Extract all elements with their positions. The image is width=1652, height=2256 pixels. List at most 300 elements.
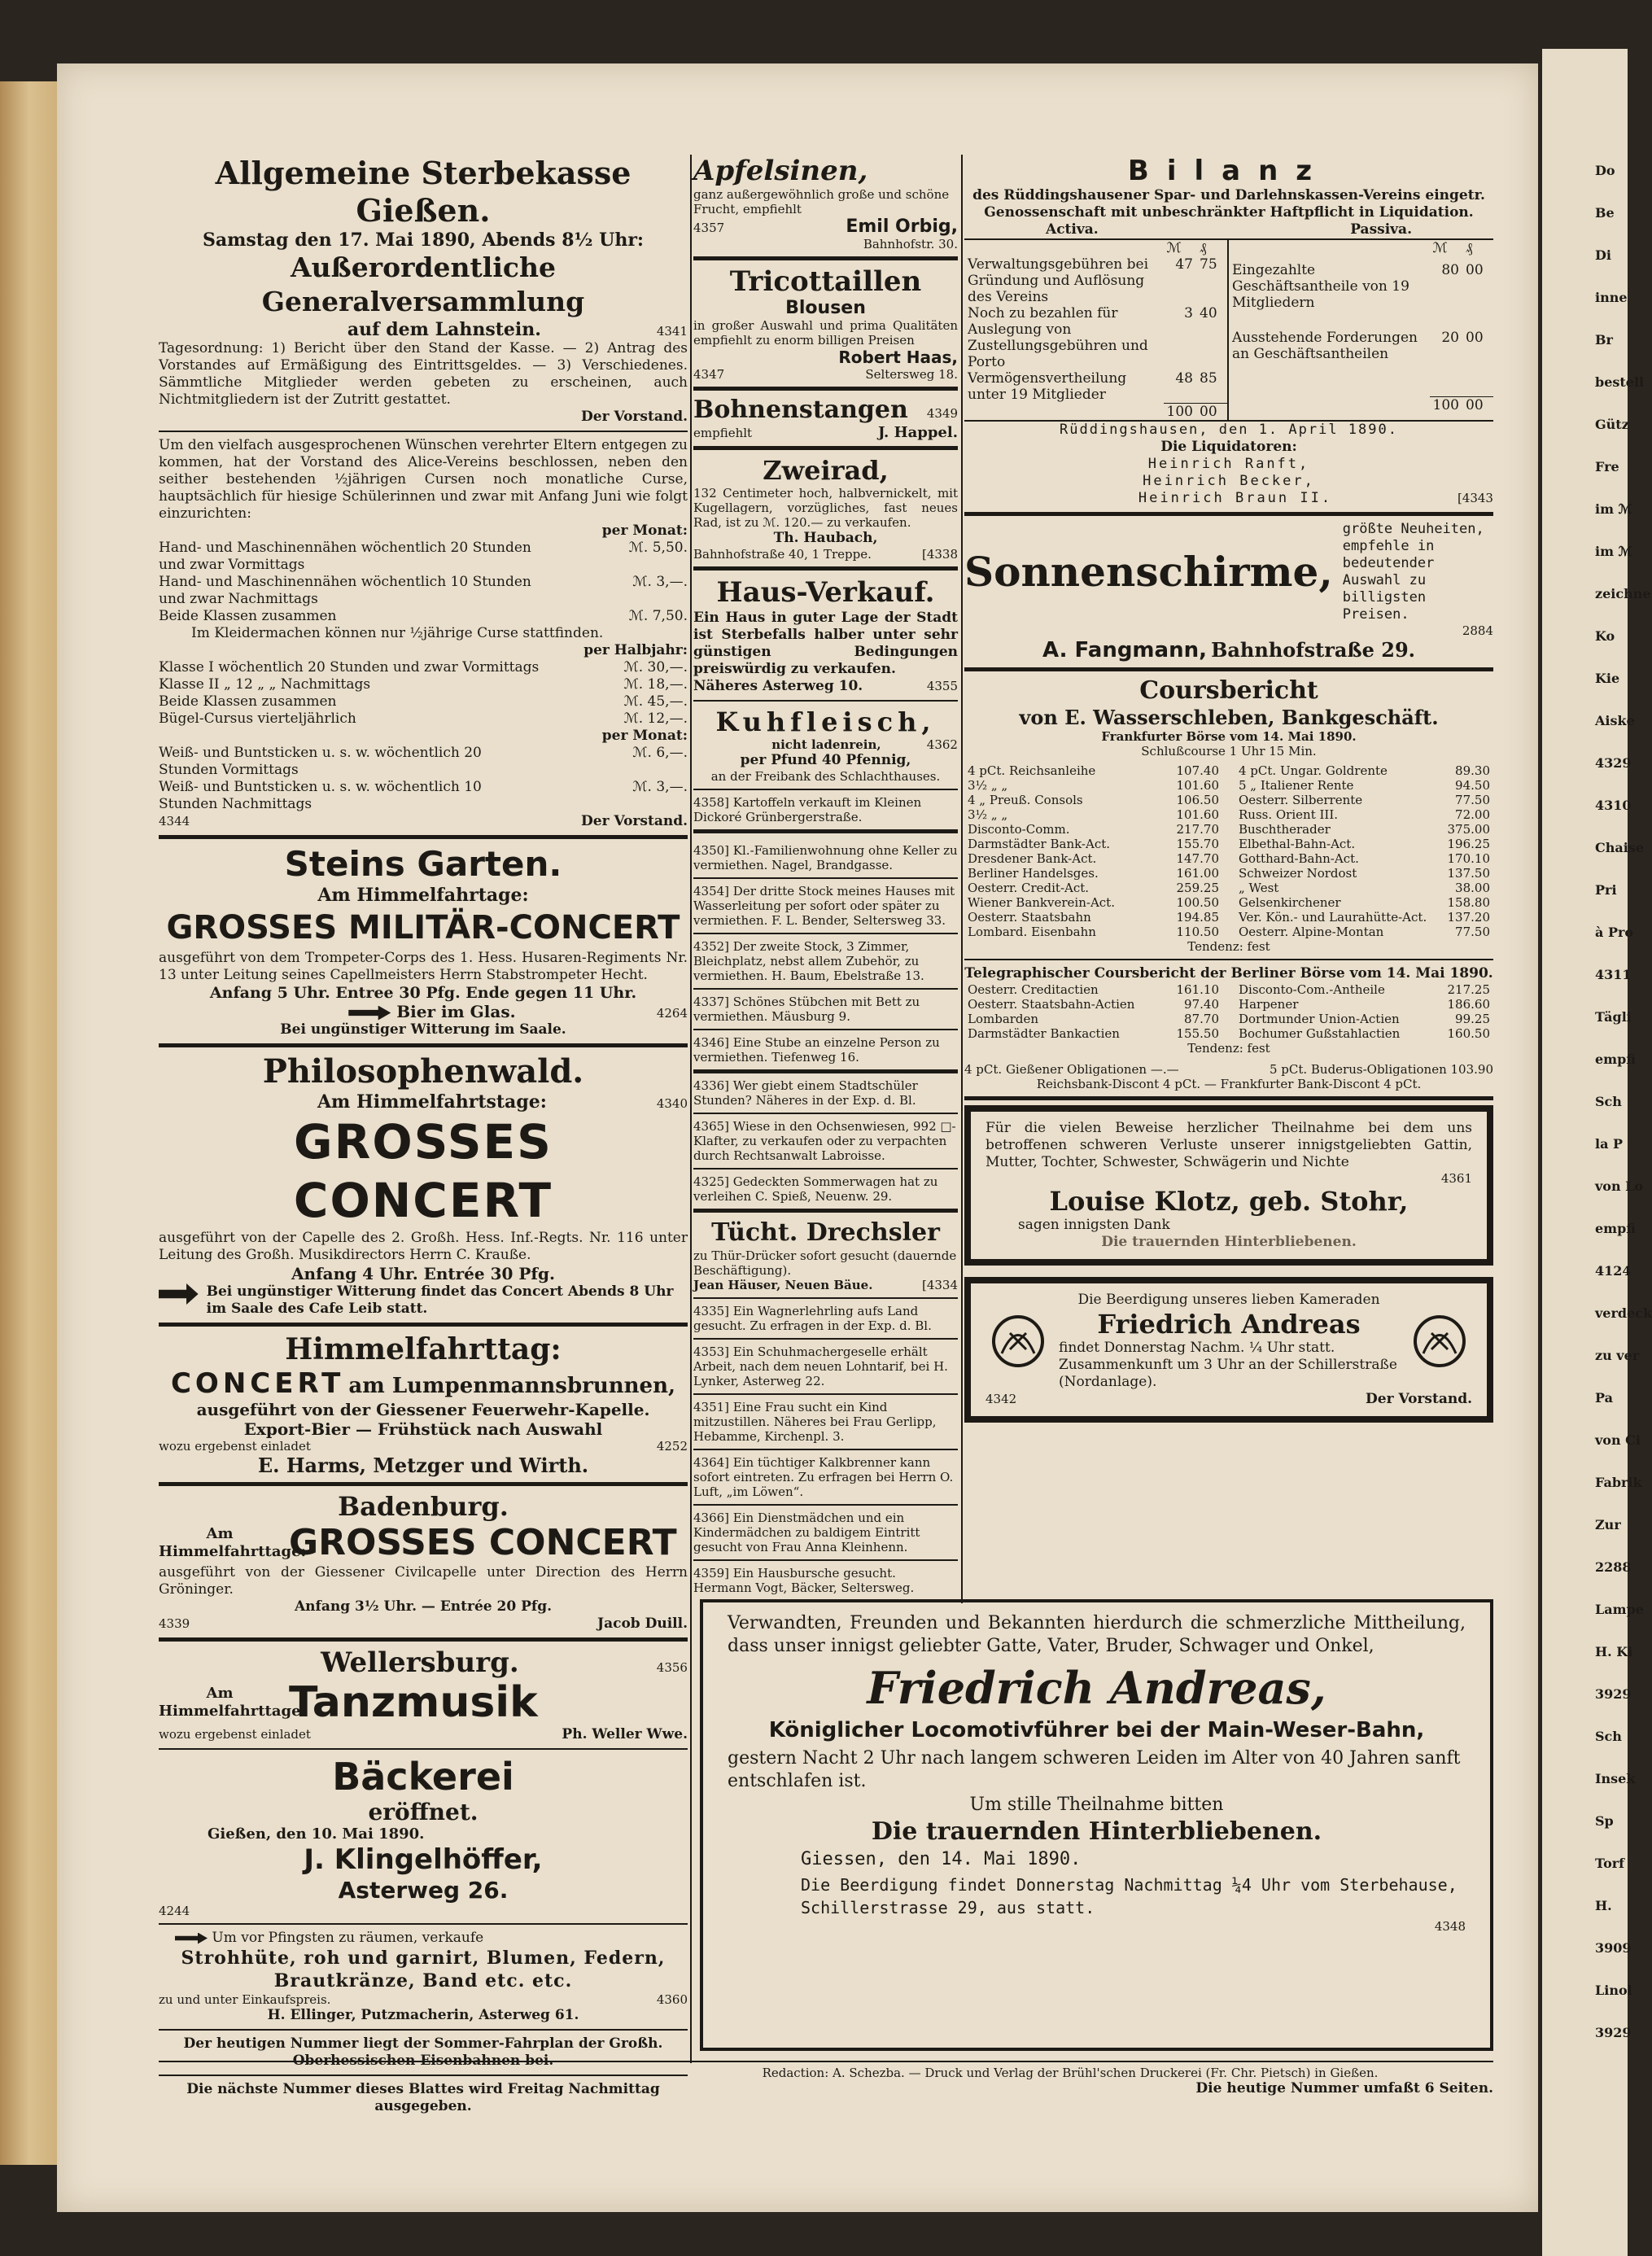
- table-cell: 72.00: [1455, 807, 1490, 822]
- table-cell: 106.50: [1176, 792, 1219, 807]
- wellersburg-number: 4356: [656, 1660, 688, 1675]
- sterbekasse-ad: [159, 155, 688, 426]
- himmel-title: Himmelfahrttag:: [285, 1332, 562, 1366]
- himmelfahrt-ad: [159, 1331, 688, 1477]
- adjacent-page-fragment: Lampe: [1595, 1602, 1644, 1617]
- table-row: Verwaltungsgebühren bei Gründung und Auflösung des Vereins 47 75: [968, 256, 1217, 305]
- dank-name: Louise Klotz, geb. Stohr,: [1049, 1185, 1409, 1217]
- table-row: [1235, 910, 1493, 925]
- table-row: [964, 837, 1222, 851]
- table-cell: Oesterr. Staatsbahn-Actien: [968, 996, 1135, 1012]
- table-cell: 101.60: [1176, 777, 1219, 793]
- footer-seiten: Die heutige Nummer umfaßt 6 Seiten.: [1195, 2080, 1493, 2096]
- adjacent-page-fragment: bestell: [1595, 374, 1645, 390]
- himmel-bier: Export-Bier — Frühstück nach Auswahl: [243, 1419, 603, 1439]
- bilanz-name: Heinrich Becker,: [1143, 472, 1315, 489]
- wreath-monogram-icon: [986, 1309, 1051, 1374]
- bohnen-title: Bohnenstangen: [693, 396, 908, 424]
- alice-item: Hand- und Maschinennähen wöchentlich 20 Stunden und zwar Vormittags ℳ. 5,50.: [159, 540, 688, 573]
- cours-telegraph: Telegraphischer Coursbericht der Berliner Börse vom 14. Mai 1890.: [964, 964, 1493, 982]
- sonnenschirme-ad: [964, 521, 1493, 662]
- bilanz-passiva-table: ℳ ₰ Eingezahlte Geschäftsantheile von 19 Mitgliedern 80 00 Ausstehende Forderungen an Geschäftsantheilen 20 00 100 00: [1229, 240, 1493, 420]
- small-ad: 4359] Ein Hausbursche gesucht. Hermann Vogt, Bäcker, Seltersweg.: [693, 1566, 915, 1595]
- table-cell: 161.10: [1176, 982, 1219, 997]
- table-row: [1235, 1026, 1493, 1041]
- page-footer: [159, 2061, 1493, 2097]
- adjacent-page-fragment: Pa: [1595, 1390, 1613, 1406]
- haus-number: 4355: [926, 679, 958, 693]
- philo-sub: Am Himmelfahrtstage:: [317, 1091, 547, 1113]
- table-row: [964, 807, 1222, 822]
- table-cell: 3½ „ „: [968, 777, 1008, 793]
- badenburg-headline: GROSSES CONCERT: [289, 1522, 677, 1563]
- table-cell: 147.70: [1176, 850, 1219, 866]
- baeckerei-addr: Asterweg 26.: [338, 1877, 509, 1904]
- adjacent-page-fragment: H.: [1595, 1898, 1612, 1913]
- bohnen-number: 4349: [926, 406, 958, 421]
- adjacent-page-fragment: Chaise: [1595, 840, 1644, 855]
- trauer-name: Friedrich Andreas,: [867, 1662, 1326, 1714]
- wellersburg-ad: [159, 1646, 688, 1743]
- cours-schluss: Schlußcourse 1 Uhr 15 Min.: [1141, 743, 1317, 759]
- steins-title: Steins Garten.: [284, 844, 562, 884]
- table-cell: 137.20: [1447, 909, 1490, 925]
- himmel-headline-2: am Lumpenmannsbrunnen,: [348, 1374, 676, 1398]
- table-cell: Lombarden: [968, 1011, 1039, 1026]
- table-cell: Oesterr. Staatsbahn: [968, 909, 1091, 925]
- table-cell: Darmstädter Bank-Act.: [968, 836, 1111, 851]
- steins-times: Anfang 5 Uhr. Entree 30 Pfg. Ende gegen 11 Uhr.: [209, 984, 637, 1002]
- table-cell: Oesterr. Silberrente: [1239, 792, 1363, 807]
- tricot-name: Robert Haas,: [838, 348, 958, 367]
- fahrplan-notice: Der heutigen Nummer liegt der Sommer-Fahrplan der Großh. Oberhessischen Eisenbahnen bei.: [183, 2035, 663, 2069]
- ellinger-ad: [159, 1930, 688, 2024]
- alice-item: Bügel-Cursus vierteljährlich ℳ. 12,—.: [159, 710, 688, 727]
- zweirad-addr: Bahnhofstraße 40, 1 Treppe.: [693, 547, 872, 562]
- table-row: [964, 1012, 1222, 1026]
- table-cell: 94.50: [1455, 777, 1490, 793]
- small-ad: 4350] Kl.-Familienwohnung ohne Keller zu vermiethen. Nagel, Brandgasse.: [693, 843, 958, 872]
- sonnen-name: A. Fangmann,: [1042, 637, 1207, 662]
- trauer-place: Giessen, den 14. Mai 1890.: [801, 1849, 1082, 1869]
- table-row: [964, 997, 1222, 1012]
- adjacent-page-fragment: H. Ki: [1595, 1644, 1633, 1659]
- table-row: [964, 881, 1222, 895]
- adjacent-page-fragment: 3929: [1595, 1686, 1632, 1702]
- ellinger-signature: H. Ellinger, Putzmacherin, Asterweg 61.: [267, 2007, 579, 2023]
- table-row: [964, 925, 1222, 939]
- andreas-beerdigung-ad: [964, 1277, 1493, 1423]
- baeckerei-sub: eröffnet.: [368, 1799, 479, 1825]
- small-ad: 4353] Ein Schuhmachergeselle erhält Arbeit, nach dem neuen Lohntarif, bei H. Lynker, Asterweg 22.: [693, 1344, 948, 1388]
- adjacent-page-fragment: 3909: [1595, 1940, 1632, 1956]
- table-cell: Elbethal-Bahn-Act.: [1239, 836, 1356, 851]
- badenburg-number: 4339: [159, 1616, 190, 1631]
- table-cell: 87.70: [1184, 1011, 1219, 1026]
- small-ad: 4354] Der dritte Stock meines Hauses mit Wasserleitung per sofort oder später zu vermiethen. F. L. Bender, Seltersweg 33.: [693, 884, 955, 928]
- pointing-hand-icon: [159, 1283, 199, 1305]
- trauer-intro: Verwandten, Freunden und Bekannten hierdurch die schmerzliche Mittheilung, dass unser innigst geliebter Gatte, Vater, Bruder, Schwager und Onkel,: [728, 1613, 1466, 1656]
- apfelsinen-ad: [693, 155, 958, 251]
- bohnenstangen-ad: [693, 396, 958, 441]
- adjacent-page-fragment: zu ver: [1595, 1348, 1640, 1363]
- bilanz-sub: des Rüddingshausener Spar- und Darlehnskassen-Vereins eingetr. Genossenschaft mit unbeschränkter Haftpflicht in Liquidation.: [972, 187, 1485, 221]
- sterbekasse-event: Außerordentliche Generalversammlung: [261, 251, 585, 317]
- sonnen-number: 2884: [1462, 623, 1493, 638]
- cours-boerse: Frankfurter Börse vom 14. Mai 1890.: [1101, 728, 1357, 744]
- table-cell: Oesterr. Credit-Act.: [968, 880, 1090, 895]
- table-cell: Dresdener Bank-Act.: [968, 850, 1097, 866]
- steins-body: ausgeführt von dem Trompeter-Corps des 1. Hess. Husaren-Regiments Nr. 13 unter Leitung seines Capellmeisters Herrn Stabstrompeter Hecht.: [159, 950, 688, 983]
- bilanz-passiva: Passiva.: [1350, 221, 1412, 238]
- table-row: [1235, 793, 1493, 807]
- table-row: [964, 793, 1222, 807]
- adjacent-page-fragment: von Lo: [1595, 1178, 1644, 1194]
- adjacent-page-fragment: Sp: [1595, 1813, 1614, 1829]
- cours-title: Coursbericht: [1139, 675, 1318, 705]
- table-cell: 170.10: [1447, 850, 1490, 866]
- table-row: 100 00: [1229, 396, 1493, 419]
- adjacent-page-fragment: Tägli: [1595, 1009, 1632, 1025]
- table-cell: 161.00: [1176, 865, 1219, 881]
- bilanz-title: Bilanz: [1127, 155, 1331, 187]
- bilanz-number: [4343: [1457, 490, 1493, 505]
- alice-item: Hand- und Maschinennähen wöchentlich 10 Stunden und zwar Nachmittags ℳ. 3,—.: [159, 574, 688, 607]
- bilanz-place: Rüddingshausen, den 1. April 1890.: [1060, 421, 1398, 438]
- adjacent-page-fragment: Zur: [1595, 1517, 1621, 1532]
- baeckerei-place: Gießen, den 10. Mai 1890.: [208, 1825, 425, 1843]
- table-cell: 196.25: [1447, 836, 1490, 851]
- ellinger-price: zu und unter Einkaufspreis.: [159, 1992, 331, 2007]
- table-cell: 155.70: [1176, 836, 1219, 851]
- zweirad-number: [4338: [921, 547, 958, 562]
- table-cell: 217.70: [1176, 821, 1219, 837]
- haus-verkauf-ad: [693, 575, 958, 695]
- table-row: 100 00: [964, 403, 1228, 420]
- wellersburg-signature: Ph. Weller Wwe.: [562, 1726, 688, 1742]
- kuh-sub: nicht ladenrein,: [771, 737, 881, 752]
- wellersburg-headline: Tanzmusik: [289, 1678, 538, 1727]
- table-row: [1235, 866, 1493, 881]
- alice-verein-ad: [159, 437, 688, 830]
- adjacent-page-fragment: zeichne: [1595, 586, 1651, 601]
- table-row: [1235, 807, 1493, 822]
- adjacent-page-fragment: Ko: [1595, 628, 1615, 644]
- himmel-signature: E. Harms, Metzger und Wirth.: [257, 1454, 589, 1477]
- tricot-sub: Blousen: [785, 298, 866, 318]
- coursbericht-ad: [964, 676, 1493, 1091]
- cours-left-table: [964, 763, 1222, 939]
- dank-thanks: sagen innigsten Dank: [1018, 1216, 1170, 1233]
- table-cell: 77.50: [1455, 792, 1490, 807]
- table-row: [964, 895, 1222, 910]
- steins-number: 4264: [656, 1006, 688, 1021]
- table-row: [964, 822, 1222, 837]
- table-cell: 4 pCt. Ungar. Goldrente: [1239, 763, 1388, 778]
- small-ad: 4325] Gedeckten Sommerwagen hat zu verleihen C. Spieß, Neuenw. 29.: [693, 1174, 938, 1204]
- baeckerei-ad: [159, 1755, 688, 1918]
- small-ad: 4366] Ein Dienstmädchen und ein Kindermädchen zu baldigem Eintritt gesucht von Frau Anna Kleinhenn.: [693, 1511, 920, 1554]
- himmel-number: 4252: [656, 1439, 688, 1454]
- bilanz-activa-table: ℳ ₰ Verwaltungsgebühren bei Gründung und Auflösung des Vereins 47 75 Noch zu bezahlen für Auslegung von Zustellungsgebühren und Porto 3 40 Vermögensvertheilung unter 19 Mitglieder 48 85 100 00: [964, 240, 1229, 420]
- table-cell: Gotthard-Bahn-Act.: [1239, 850, 1359, 866]
- table-row: [1235, 822, 1493, 837]
- footer-redaction: Redaction: A. Schezba. — Druck und Verlag der Brühl'schen Druckerei (Fr. Chr. Pietsch) in Gießen.: [762, 2066, 1379, 2080]
- table-cell: Darmstädter Bankactien: [968, 1025, 1120, 1041]
- philo-headline: GROSSES CONCERT: [293, 1114, 553, 1228]
- kuhfleisch-ad: [693, 706, 958, 784]
- table-cell: 3½ „ „: [968, 807, 1008, 822]
- trauer-role: Königlicher Locomotivführer bei der Main-Weser-Bahn,: [768, 1718, 1425, 1742]
- adjacent-page-fragment: Fabrik: [1595, 1475, 1642, 1490]
- sterbekasse-date: Samstag den 17. Mai 1890, Abends 8½ Uhr:: [202, 230, 645, 251]
- steins-note: Bei ungünstiger Witterung im Saale.: [280, 1021, 566, 1038]
- cours-tendenz: Tendenz: fest: [1187, 938, 1270, 954]
- table-cell: Schweizer Nordost: [1239, 865, 1357, 881]
- himmel-body: ausgeführt von der Giessener Feuerwehr-Kapelle.: [196, 1400, 650, 1419]
- table-cell: 194.85: [1176, 909, 1219, 925]
- adjacent-page-fragment: Aiske: [1595, 713, 1635, 728]
- badenburg-sub: Himmelfahrttage:: [159, 1543, 307, 1560]
- adjacent-page-fragment: la P: [1595, 1136, 1624, 1152]
- table-cell: Bochumer Gußstahlactien: [1239, 1025, 1401, 1041]
- trauer-bitte: Um stille Theilnahme bitten: [969, 1795, 1224, 1815]
- table-row: [1235, 881, 1493, 895]
- haus-body: Ein Haus in guter Lage der Stadt ist Sterbefalls halber unter sehr günstigen Bedingungen preiswürdig zu verkaufen.: [693, 610, 958, 677]
- adjacent-page-fragment: Sch: [1595, 1094, 1622, 1109]
- adjacent-page-fragment: im ℳ: [1595, 501, 1632, 517]
- table-cell: 99.25: [1455, 1011, 1490, 1026]
- bilanz-ad: [964, 155, 1493, 507]
- table-row: Noch zu bezahlen für Auslegung von Zustellungsgebühren und Porto 3 40: [968, 305, 1217, 370]
- sterbekasse-title: Allgemeine Sterbekasse Gießen.: [215, 155, 632, 229]
- column-2: [693, 155, 958, 1595]
- bohnen-body: empfiehlt: [693, 426, 753, 440]
- adjacent-page-fragment: Kie: [1595, 671, 1620, 686]
- drechsler-ad: [693, 1218, 958, 1292]
- haus-info: Näheres Asterweg 10.: [693, 678, 863, 694]
- table-cell: Lombard. Eisenbahn: [968, 924, 1096, 939]
- adjacent-page-fragment: Br: [1595, 332, 1613, 348]
- dank-body: Für die vielen Beweise herzlicher Theilnahme bei dem uns betroffenen schweren Verluste unserer innigstgeliebten Gattin, Mutter, Tochter, Schwester, Schwägerin und Nichte: [986, 1119, 1472, 1170]
- table-cell: Oesterr. Creditactien: [968, 982, 1099, 997]
- himmel-invite: wozu ergebenst einladet: [159, 1439, 311, 1454]
- table-cell: 375.00: [1447, 821, 1490, 837]
- adjacent-page-fragment: Do: [1595, 163, 1615, 178]
- table-cell: Russ. Orient III.: [1239, 807, 1339, 822]
- table-row: [1235, 997, 1493, 1012]
- himmel-headline: CONCERT: [170, 1367, 345, 1400]
- table-row: [1235, 925, 1493, 939]
- alice-item: Weiß- und Buntsticken u. s. w. wöchentlich 10 Stunden Nachmittags ℳ. 3,—.: [159, 779, 688, 812]
- tricot-body: in großer Auswahl und prima Qualitäten empfiehlt zu enorm billigen Preisen: [693, 318, 958, 348]
- haus-title: Haus-Verkauf.: [716, 576, 935, 609]
- table-cell: 137.50: [1447, 865, 1490, 881]
- table-cell: Berliner Handelsges.: [968, 865, 1099, 881]
- drechsler-name: Jean Häuser, Neuen Bäue.: [693, 1278, 873, 1292]
- adjacent-page-fragment: 4311: [1595, 967, 1632, 982]
- pointing-hand-icon: [175, 1933, 208, 1944]
- trauer-beerdigung: Die Beerdigung findet Donnerstag Nachmittag ¼4 Uhr vom Sterbehause, Schillerstrasse 29, aus statt.: [801, 1875, 1458, 1917]
- badenburg-title: Badenburg.: [338, 1491, 509, 1522]
- cours-sub: von E. Wasserschleben, Bankgeschäft.: [1019, 705, 1439, 729]
- andreas-body: findet Donnerstag Nachm. ¼ Uhr statt. Zusammenkunft um 3 Uhr an der Schillerstraße (Nordanlage).: [1059, 1339, 1397, 1390]
- trauer-number: 4348: [1434, 1919, 1466, 1934]
- table-cell: 158.80: [1447, 894, 1490, 910]
- sonnen-addr: Bahnhofstraße 29.: [1211, 637, 1415, 662]
- adjacent-page-fragment: 2288: [1595, 1559, 1632, 1575]
- bilanz-name: Heinrich Ranft,: [1147, 455, 1310, 472]
- table-row: [964, 851, 1222, 866]
- cours-tele-left: [964, 982, 1222, 1041]
- andreas-number: 4342: [986, 1391, 1017, 1406]
- table-cell: Ver. Kön.- und Laurahütte-Act.: [1239, 909, 1427, 925]
- zweirad-ad: [693, 455, 958, 562]
- adjacent-page-fragment: empfi: [1595, 1221, 1636, 1236]
- badenburg-signature: Jacob Duill.: [597, 1615, 688, 1632]
- trauer-signature: Die trauernden Hinterbliebenen.: [871, 1817, 1322, 1846]
- table-row: Ausstehende Forderungen an Geschäftsantheilen 20 00: [1232, 329, 1484, 362]
- next-issue-notice: Die nächste Nummer dieses Blattes wird Freitag Nachmittag ausgegeben.: [186, 2081, 660, 2114]
- table-cell: Disconto-Comm.: [968, 821, 1070, 837]
- badenburg-ad: [159, 1491, 688, 1633]
- cours-tendenz-2: Tendenz: fest: [1187, 1040, 1270, 1056]
- drechsler-title: Tücht. Drechsler: [711, 1218, 940, 1247]
- alice-item: Klasse II „ 12 „ „ Nachmittags ℳ. 18,—.: [159, 676, 688, 693]
- andreas-signature: Der Vorstand.: [1366, 1390, 1472, 1407]
- table-row: [964, 982, 1222, 997]
- table-cell: 217.25: [1447, 982, 1490, 997]
- tricottaillen-ad: [693, 265, 958, 382]
- table-cell: 5 „ Italiener Rente: [1239, 777, 1354, 793]
- steins-garten-ad: [159, 844, 688, 1038]
- table-row: [964, 866, 1222, 881]
- adjacent-page-fragment: 4310: [1595, 798, 1632, 813]
- bohnen-name: J. Happel.: [877, 424, 958, 441]
- ellinger-items: Strohhüte, roh und garnirt, Blumen, Federn, Brautkränze, Band etc. etc.: [181, 1948, 666, 1991]
- andreas-intro: Die Beerdigung unseres lieben Kameraden: [1077, 1291, 1380, 1308]
- cours-right-table: [1235, 763, 1493, 939]
- kuh-title: Kuhfleisch,: [715, 706, 936, 737]
- table-cell: Dortmunder Union-Actien: [1239, 1011, 1400, 1026]
- apfelsinen-body: ganz außergewöhnlich große und schöne Frucht, empfiehlt: [693, 187, 950, 216]
- small-ad: 4346] Eine Stube an einzelne Person zu vermiethen. Tiefenweg 16.: [693, 1035, 940, 1065]
- zweirad-title: Zweirad,: [763, 455, 889, 486]
- small-ad: 4337] Schönes Stübchen mit Bett zu vermiethen. Mäusburg 9.: [693, 995, 920, 1024]
- table-cell: 38.00: [1455, 880, 1490, 895]
- apfelsinen-addr: Bahnhofstr. 30.: [863, 237, 958, 251]
- tricot-title: Tricottaillen: [729, 265, 922, 298]
- adjacent-page-fragment: Insek: [1595, 1771, 1636, 1786]
- column-rule-2: [961, 155, 963, 1603]
- philo-number: 4340: [656, 1096, 688, 1111]
- alice-signature: Der Vorstand.: [581, 813, 688, 829]
- ellinger-number: 4360: [656, 1992, 688, 2007]
- table-row: [964, 778, 1222, 793]
- small-ad: 4335] Ein Wagnerlehrling aufs Land gesucht. Zu erfragen in der Exp. d. Bl.: [693, 1304, 932, 1333]
- table-row: [964, 1026, 1222, 1041]
- wreath-monogram-icon: [1407, 1309, 1472, 1374]
- small-ad: 4336] Wer giebt einem Stadtschüler Stunden? Näheres in der Exp. d. Bl.: [693, 1078, 918, 1108]
- adjacent-page-fragment: Torf: [1595, 1856, 1625, 1871]
- philo-title: Philosophenwald.: [262, 1052, 584, 1091]
- table-cell: 186.60: [1447, 996, 1490, 1012]
- steins-sub: Am Himmelfahrtage:: [317, 885, 529, 906]
- kuh-body-2: an der Freibank des Schlachthauses.: [710, 769, 941, 784]
- adjacent-page-fragment: inne: [1595, 290, 1628, 305]
- table-cell: 100.50: [1176, 894, 1219, 910]
- sterbekasse-number: 4341: [656, 324, 688, 339]
- table-cell: 77.50: [1455, 924, 1490, 939]
- table-row: [1235, 837, 1493, 851]
- drechsler-body: zu Thür-Drücker sofort gesucht (dauernde Beschäftigung).: [693, 1248, 957, 1278]
- adjacent-page-fragment: à Pro: [1595, 925, 1634, 940]
- wellersburg-invite: wozu ergebenst einladet: [159, 1727, 311, 1742]
- alice-intro: Um den vielfach ausgesprochenen Wünschen verehrter Eltern entgegen zu kommen, hat der Vorstand des Alice-Vereins beschlossen, neben den seither bestehenden ½jährigen Cursen noch monatliche Curse, hauptsächlich für hiesige Schülerinnen und zwar mit Anfang Juni wie folgt einzurichten:: [159, 437, 688, 522]
- adjacent-page-fragment: im ℳ: [1595, 544, 1632, 559]
- alice-kleider: Im Kleidermachen können nur ½jährige Curse stattfinden.: [191, 625, 604, 641]
- danksagung-ad: [964, 1105, 1493, 1266]
- cours-discont: Reichsbank-Discont 4 pCt. — Frankfurter Bank-Discont 4 pCt.: [1036, 1076, 1422, 1091]
- wellersburg-am: Am: [206, 1685, 234, 1702]
- ellinger-intro: Um vor Pfingsten zu räumen, verkaufe: [212, 1930, 484, 1946]
- dank-signature: Die trauernden Hinterbliebenen.: [1101, 1233, 1357, 1250]
- baeckerei-title: Bäckerei: [332, 1755, 514, 1799]
- table-row: [1235, 851, 1493, 866]
- andreas-name: Friedrich Andreas: [1097, 1308, 1361, 1340]
- table-row: [1235, 1012, 1493, 1026]
- kartoffeln-ad: 4358] Kartoffeln verkauft im Kleinen Dickoré Grünbergerstraße.: [693, 795, 922, 824]
- table-row: [1235, 982, 1493, 997]
- zweirad-body: 132 Centimeter hoch, halbvernickelt, mit Kugellagern, vorzügliches, fast neues Rad, ist zu ℳ. 120.— zu verkaufen.: [693, 486, 958, 530]
- baeckerei-number: 4244: [159, 1904, 190, 1918]
- table-cell: 89.30: [1455, 763, 1490, 778]
- bilanz-aktiva: Activa.: [1046, 221, 1099, 238]
- table-cell: 97.40: [1184, 996, 1219, 1012]
- philo-note: Bei ungünstiger Witterung findet das Concert Abends 8 Uhr im Saale des Cafe Leib statt.: [206, 1283, 674, 1317]
- philosophenwald-ad: [159, 1052, 688, 1318]
- sterbekasse-signature: Der Vorstand.: [581, 409, 688, 425]
- apfelsinen-title: Apfelsinen,: [693, 155, 868, 187]
- alice-per-monat: per Monat:: [601, 522, 688, 539]
- sterbekasse-place: auf dem Lahnstein.: [347, 319, 541, 340]
- adjacent-page-fragment: von Ci: [1595, 1432, 1641, 1448]
- traueranzeige-box: [700, 1599, 1493, 2051]
- table-cell: Oesterr. Alpine-Montan: [1239, 924, 1384, 939]
- alice-item: Weiß- und Buntsticken u. s. w. wöchentlich 20 Stunden Vormittags ℳ. 6,—.: [159, 745, 688, 778]
- alice-per-halbjahr: per Halbjahr:: [583, 642, 688, 658]
- table-row: [1235, 895, 1493, 910]
- zweirad-name: Th. Haubach,: [773, 530, 878, 546]
- adjacent-page-fragment: Be: [1595, 205, 1615, 221]
- philo-times: Anfang 4 Uhr. Entrée 30 Pfg.: [291, 1264, 555, 1283]
- adjacent-page-fragment: Linol: [1595, 1983, 1632, 1998]
- column-3: [964, 155, 1493, 1423]
- badenburg-am: Am: [206, 1525, 234, 1542]
- table-row: [964, 763, 1222, 778]
- adjacent-page-fragment: 4124: [1595, 1263, 1632, 1279]
- adjacent-page-fragment: Di: [1595, 247, 1611, 263]
- small-ad: 4351] Eine Frau sucht ein Kind mitzustillen. Näheres bei Frau Gerlipp, Hebamme, Kirchenpl. 3.: [693, 1400, 937, 1444]
- table-cell: Disconto-Com.-Antheile: [1239, 982, 1385, 997]
- philo-body: ausgeführt von der Capelle des 2. Großh. Hess. Inf.-Regts. Nr. 116 unter Leitung des Großh. Musikdirectors Herrn C. Krauße.: [159, 1230, 688, 1263]
- table-cell: 155.50: [1176, 1025, 1219, 1041]
- sterbekasse-body: Tagesordnung: 1) Bericht über den Stand der Kasse. — 2) Antrag des Vorstandes auf Ermäßigung des Eintrittsgeldes. — 3) Verschiedenes. Sämmtliche Mitglieder werden gebeten zu erscheinen, auch Nichtmitgliedern ist der Zutritt gestattet.: [159, 340, 688, 408]
- trauer-body: gestern Nacht 2 Uhr nach langem schweren Leiden im Alter von 40 Jahren sanft entschlafen ist.: [728, 1748, 1461, 1791]
- sonnen-body: größte Neuheiten, empfehle in bedeutender Auswahl zu billigsten Preisen.: [1342, 520, 1484, 623]
- table-row: Eingezahlte Geschäftsantheile von 19 Mitgliedern 80 00: [1232, 262, 1484, 312]
- adjacent-page-fragment: 4329: [1595, 755, 1632, 771]
